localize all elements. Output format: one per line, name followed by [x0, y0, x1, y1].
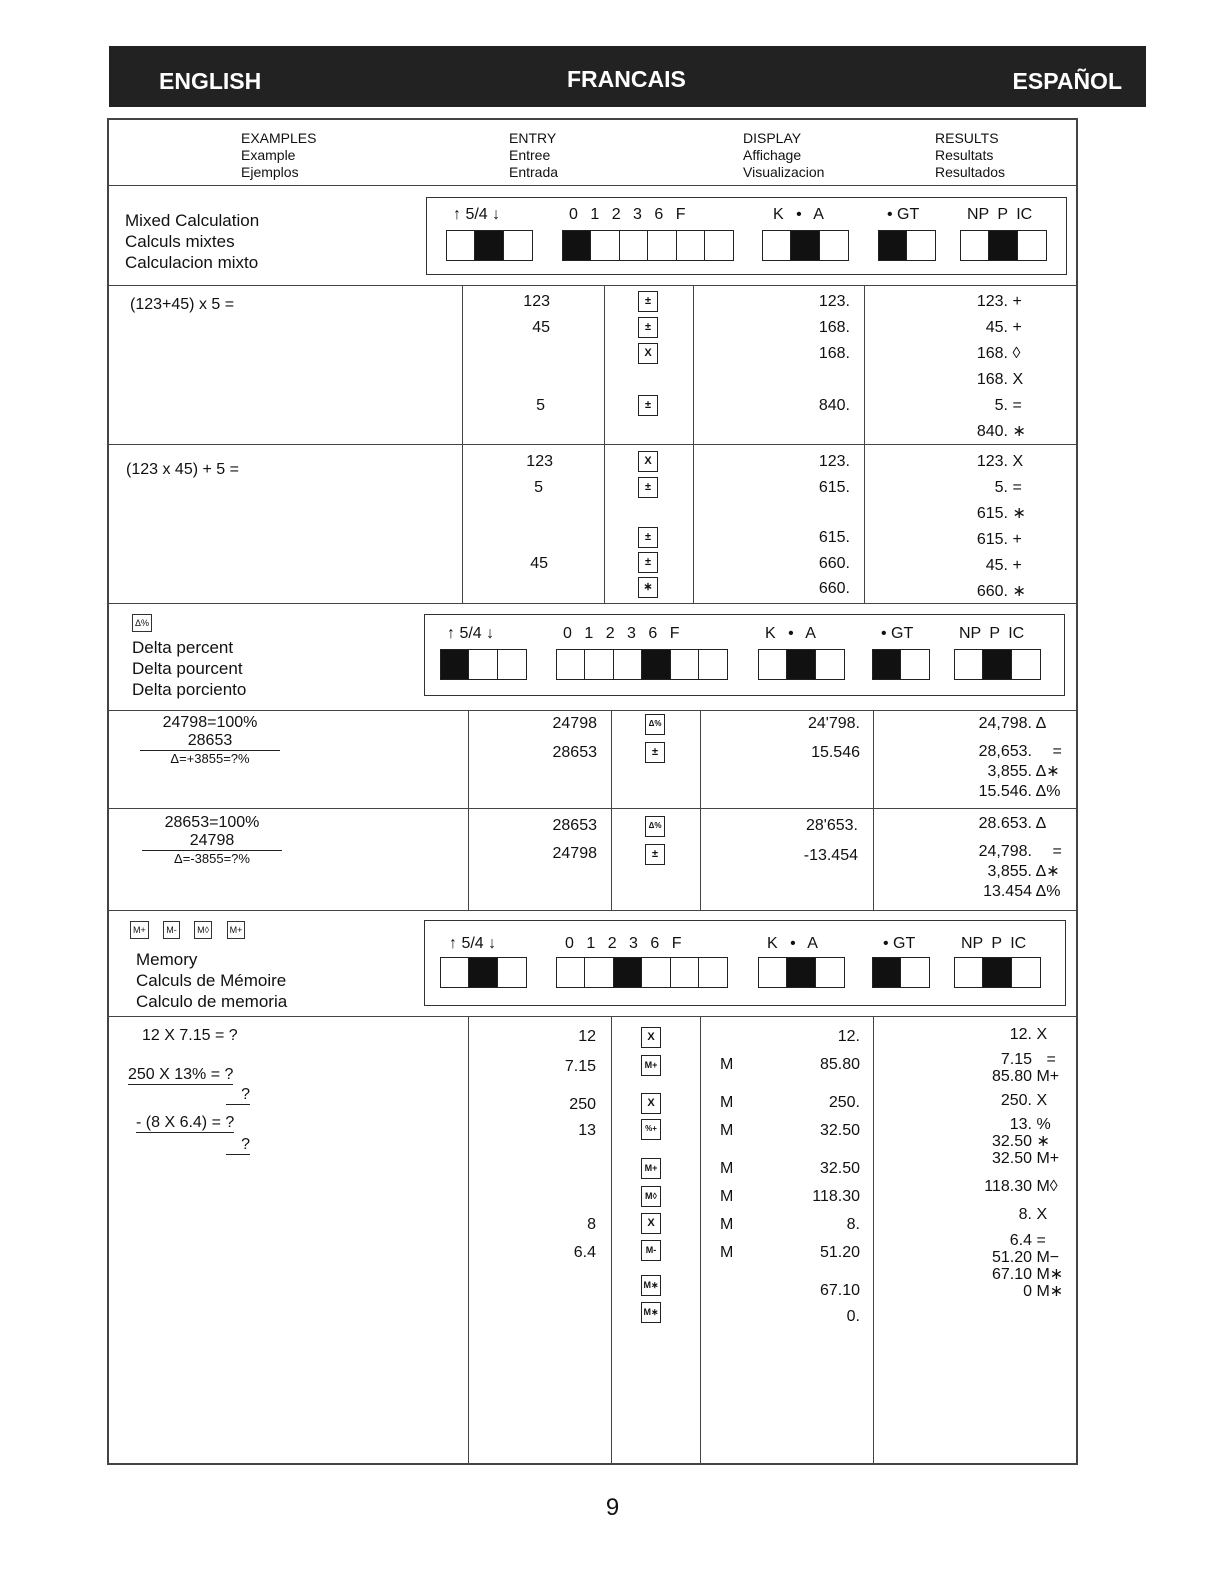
switch-panel-mixed	[426, 197, 1067, 275]
memory-minus-icon: M-	[163, 921, 180, 939]
key-memory-plus: M+	[641, 1055, 661, 1076]
switch-panel-delta: ↑ 5/4 ↓ 0 1 2 3 6 F K • A • GT NP P IC	[424, 614, 1065, 696]
lang-english: ENGLISH	[159, 68, 262, 94]
ex3-display-1: 15.546	[811, 744, 860, 761]
switch-rounding[interactable]	[441, 649, 527, 680]
key-percent-plus: %+	[641, 1119, 661, 1140]
memory-total-icon: M+	[227, 921, 246, 939]
ex3-results-tape: 24,798. Δ 28,653. = 3,855. Δ∗ 15.546. Δ%	[978, 715, 1062, 800]
switch-mode[interactable]	[759, 957, 845, 988]
ex3-entry-1: 28653	[552, 744, 597, 761]
key-memory-recall: M◊	[641, 1186, 661, 1207]
ex2-display-4: 660.	[818, 580, 850, 597]
switch-decimal[interactable]	[557, 957, 728, 988]
ex4-display-1: -13.454	[803, 847, 858, 864]
key-multiply: X	[638, 451, 658, 472]
header-entry: ENTRY Entree Entrada	[509, 130, 559, 180]
ex4-display-0: 28'653.	[806, 817, 858, 834]
key-delta-percent: Δ%	[645, 816, 665, 837]
ex5-line-2: ?	[226, 1086, 250, 1105]
switch-mode[interactable]	[763, 230, 849, 261]
ex1-display-1: 168.	[818, 319, 850, 336]
key-multiply: X	[641, 1093, 661, 1114]
key-multiply: X	[641, 1213, 661, 1234]
ex5-results-tape: 12. X 7.15 = 85.80 M+ 250. X 13. % 32.50 ∗ 32.50 M+ 118.30 M◊ 8. X 6.4 = 51.20 M− 67.10 M∗ 0 M∗	[984, 1026, 1064, 1300]
ex5-display-column: 12. M 85.80 M 250. M 32.50 M 32.50 M 118.30 M 8. M 51.20 67.10 0.	[720, 1028, 860, 1325]
switch-rounding[interactable]	[447, 230, 533, 261]
ex3-display-0: 24'798.	[808, 715, 860, 732]
switch-decimal[interactable]	[557, 649, 728, 680]
ex1-results-tape: 123. + 45. + 168. ◊ 168. X 5. = 840. ∗	[976, 293, 1026, 440]
switch-label-gt: • GT	[887, 206, 920, 223]
ex4-results-tape: 28.653. Δ 24,798. = 3,855. Δ∗ 13.454 Δ%	[978, 815, 1062, 900]
switch-decimal[interactable]	[563, 230, 734, 261]
ex2-entry-0: 123	[526, 453, 553, 470]
key-plus-minus: ±	[638, 552, 658, 573]
section-memory-title: Memory Calculs de Mémoire Calculo de memoria	[136, 950, 288, 1011]
header-results: RESULTS Resultats Resultados	[935, 130, 1006, 180]
example-4-formula: 28653=100% 24798 Δ=-3855=?%	[142, 814, 282, 866]
ex3-entry-0: 24798	[552, 715, 597, 732]
switch-print[interactable]	[961, 230, 1047, 261]
ex2-display-2: 615.	[818, 529, 850, 546]
key-delta-percent: Δ%	[645, 714, 665, 735]
ex2-display-0: 123.	[818, 453, 850, 470]
header-examples: EXAMPLES Example Ejemplos	[241, 130, 317, 180]
ex2-entry-1: 5	[534, 479, 543, 496]
ex2-display-3: 660.	[818, 555, 850, 572]
ex1-display-2: 168.	[818, 345, 850, 362]
ex5-entry-column: 12 7.15 250 13 8 6.4	[564, 1028, 596, 1261]
switch-gt[interactable]	[879, 230, 936, 261]
ex2-entry-3: 45	[530, 555, 548, 572]
switch-gt[interactable]	[873, 957, 930, 988]
key-plus-minus: ±	[645, 742, 665, 763]
switch-print[interactable]	[955, 957, 1041, 988]
key-plus-minus: ±	[638, 317, 658, 338]
example-2-label: (123 x 45) + 5 =	[126, 461, 239, 478]
switch-label-mode: K • A	[773, 206, 824, 223]
key-total: ∗	[638, 577, 658, 598]
page-number: 9	[605, 1494, 620, 1521]
key-plus-minus: ±	[638, 527, 658, 548]
ex5-line-4: ?	[226, 1136, 250, 1155]
switch-mode[interactable]	[759, 649, 845, 680]
key-memory-minus: M-	[641, 1240, 661, 1261]
memory-recall-icon: M◊	[194, 921, 212, 939]
ex1-display-3: 840.	[818, 397, 850, 414]
lang-espanol: ESPAÑOL	[1012, 68, 1122, 94]
ex5-line-0: 12 X 7.15 = ?	[142, 1027, 238, 1044]
key-memory-total: M∗	[641, 1275, 661, 1296]
key-plus-minus: ±	[645, 844, 665, 865]
key-memory-total: M∗	[641, 1302, 661, 1323]
ex4-entry-0: 28653	[552, 817, 597, 834]
switch-label-print: NP P IC	[967, 206, 1033, 223]
key-plus-minus: ±	[638, 395, 658, 416]
key-multiply: X	[638, 343, 658, 364]
ex1-entry-0: 123	[523, 293, 550, 310]
key-plus-minus: ±	[638, 477, 658, 498]
language-banner	[109, 46, 1146, 107]
ex2-results-tape: 123. X 5. = 615. ∗ 615. + 45. + 660. ∗	[976, 453, 1026, 600]
switch-label-decimal: 0 1 2 3 6 F	[569, 206, 686, 223]
ex2-display-1: 615.	[818, 479, 850, 496]
lang-francais: FRANCAIS	[567, 66, 686, 92]
key-memory-plus: M+	[641, 1158, 661, 1179]
switch-rounding[interactable]	[441, 957, 527, 988]
ex1-entry-3: 5	[536, 397, 545, 414]
example-3-formula: 24798=100% 28653 Δ=+3855=?%	[140, 714, 280, 766]
ex5-line-3: - (8 X 6.4) = ?	[136, 1114, 235, 1131]
ex1-entry-1: 45	[532, 319, 550, 336]
switch-gt[interactable]	[873, 649, 930, 680]
ex4-entry-1: 24798	[552, 845, 597, 862]
memory-key-icons	[130, 920, 255, 939]
switch-panel-memory: ↑ 5/4 ↓ 0 1 2 3 6 F K • A • GT NP P IC	[424, 920, 1066, 1006]
ex5-line-1: 250 X 13% = ?	[128, 1066, 234, 1083]
memory-plus-icon: M+	[130, 921, 149, 939]
section-delta-title: Delta percent Delta pourcent Delta porciento	[132, 638, 247, 699]
switch-label-rounding: ↑ 5/4 ↓	[453, 206, 501, 223]
example-1-label: (123+45) x 5 =	[130, 296, 235, 313]
section-mixed-title: Mixed Calculation Calculs mixtes Calculacion mixto	[125, 211, 260, 272]
key-plus-minus: ±	[638, 291, 658, 312]
delta-percent-icon: Δ%	[132, 613, 162, 632]
header-display: DISPLAY Affichage Visualizacion	[743, 130, 825, 180]
ex1-display-0: 123.	[818, 293, 850, 310]
key-multiply: X	[641, 1027, 661, 1048]
switch-print[interactable]	[955, 649, 1041, 680]
